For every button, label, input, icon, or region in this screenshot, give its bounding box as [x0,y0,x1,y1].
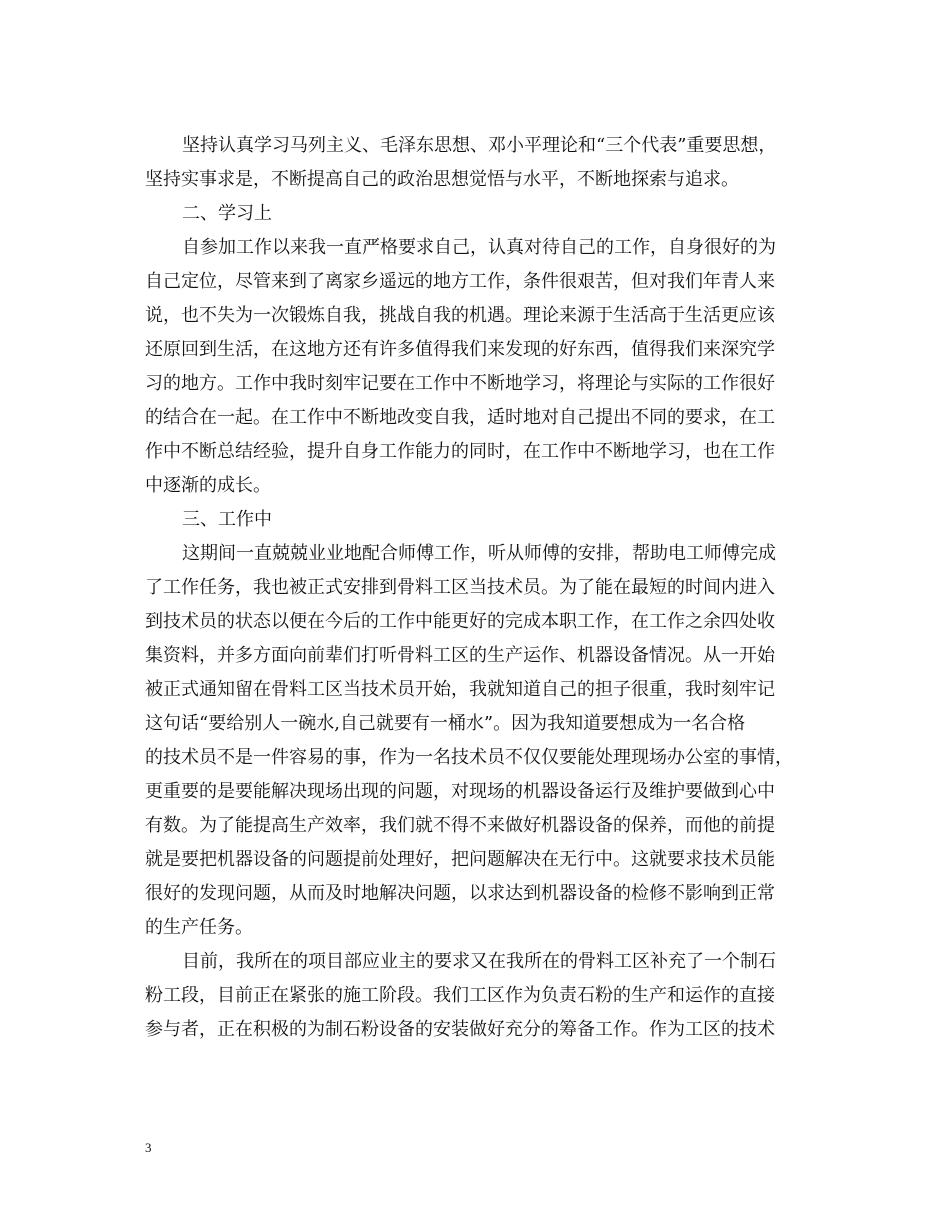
text-line: 习的地方。工作中我时刻牢记要在工作中不断地学习，将理论与实际的工作很好 [145,373,775,394]
text-line: 的结合在一起。在工作中不断地改变自我，适时地对自己提出不同的要求，在工 [145,407,775,428]
document-body [145,129,805,1047]
text-line: 中逐渐的成长。 [145,475,271,496]
text-line: 很好的发现问题，从而及时地解决问题，以求达到机器设备的检修不影响到正常 [145,883,775,904]
page-number: 3 [145,1140,152,1155]
text-line: 了工作任务，我也被正式安排到骨料工区当技术员。为了能在最短的时间内进入 [145,577,775,598]
text-line: 自己定位，尽管来到了离家乡遥远的地方工作，条件很艰苦，但对我们年青人来 [145,271,775,292]
text-line: 自参加工作以来我一直严格要求自己，认真对待自己的工作，自身很好的为 [182,237,776,258]
text-line: 有数。为了能提高生产效率，我们就不得不来做好机器设备的保养，而他的前提 [145,815,775,836]
text-line: 参与者，正在积极的为制石粉设备的安装做好充分的筹备工作。作为工区的技术 [145,1019,775,1040]
text-line: 就是要把机器设备的问题提前处理好，把问题解决在无行中。这就要求技术员能 [145,849,775,870]
text-line: 坚持实事求是，不断提高自己的政治思想觉悟与水平，不断地探索与追求。 [145,169,739,190]
text-line: 被正式通知留在骨料工区当技术员开始，我就知道自己的担子很重，我时刻牢记 [145,679,775,700]
text-line: 的生产任务。 [145,917,253,938]
text-line: 的技术员不是一件容易的事，作为一名技术员不仅仅要能处理现场办公室的事情， [145,747,793,768]
text-line: 说，也不失为一次锻炼自我，挑战自我的机遇。理论来源于生活高于生活更应该 [145,305,775,326]
text-line: 目前，我所在的项目部应业主的要求又在我所在的骨料工区补充了一个制石 [182,951,776,972]
text-line: 这句话“要给别人一碗水,自己就要有一桶水”。因为我知道要想成为一名合格 [145,713,746,734]
section-heading: 三、工作中 [182,509,272,530]
text-line: 粉工段，目前正在紧张的施工阶段。我们工区作为负责石粉的生产和运作的直接 [145,985,775,1006]
text-line: 这期间一直兢兢业业地配合师傅工作，听从师傅的安排，帮助电工师傅完成 [182,543,776,564]
section-heading: 二、学习上 [182,203,272,224]
text-line: 更重要的是要能解决现场出现的问题，对现场的机器设备运行及维护要做到心中 [145,781,775,802]
text-line: 还原回到生活，在这地方还有许多值得我们来发现的好东西，值得我们来深究学 [145,339,775,360]
text-line: 到技术员的状态以便在今后的工作中能更好的完成本职工作，在工作之余四处收 [145,611,775,632]
text-line: 集资料，并多方面向前辈们打听骨料工区的生产运作、机器设备情况。从一开始 [145,645,775,666]
text-line: 作中不断总结经验，提升自身工作能力的同时，在工作中不断地学习，也在工作 [145,441,775,462]
text-line: 坚持认真学习马列主义、毛泽东思想、邓小平理论和“三个代表”重要思想， [182,135,777,156]
